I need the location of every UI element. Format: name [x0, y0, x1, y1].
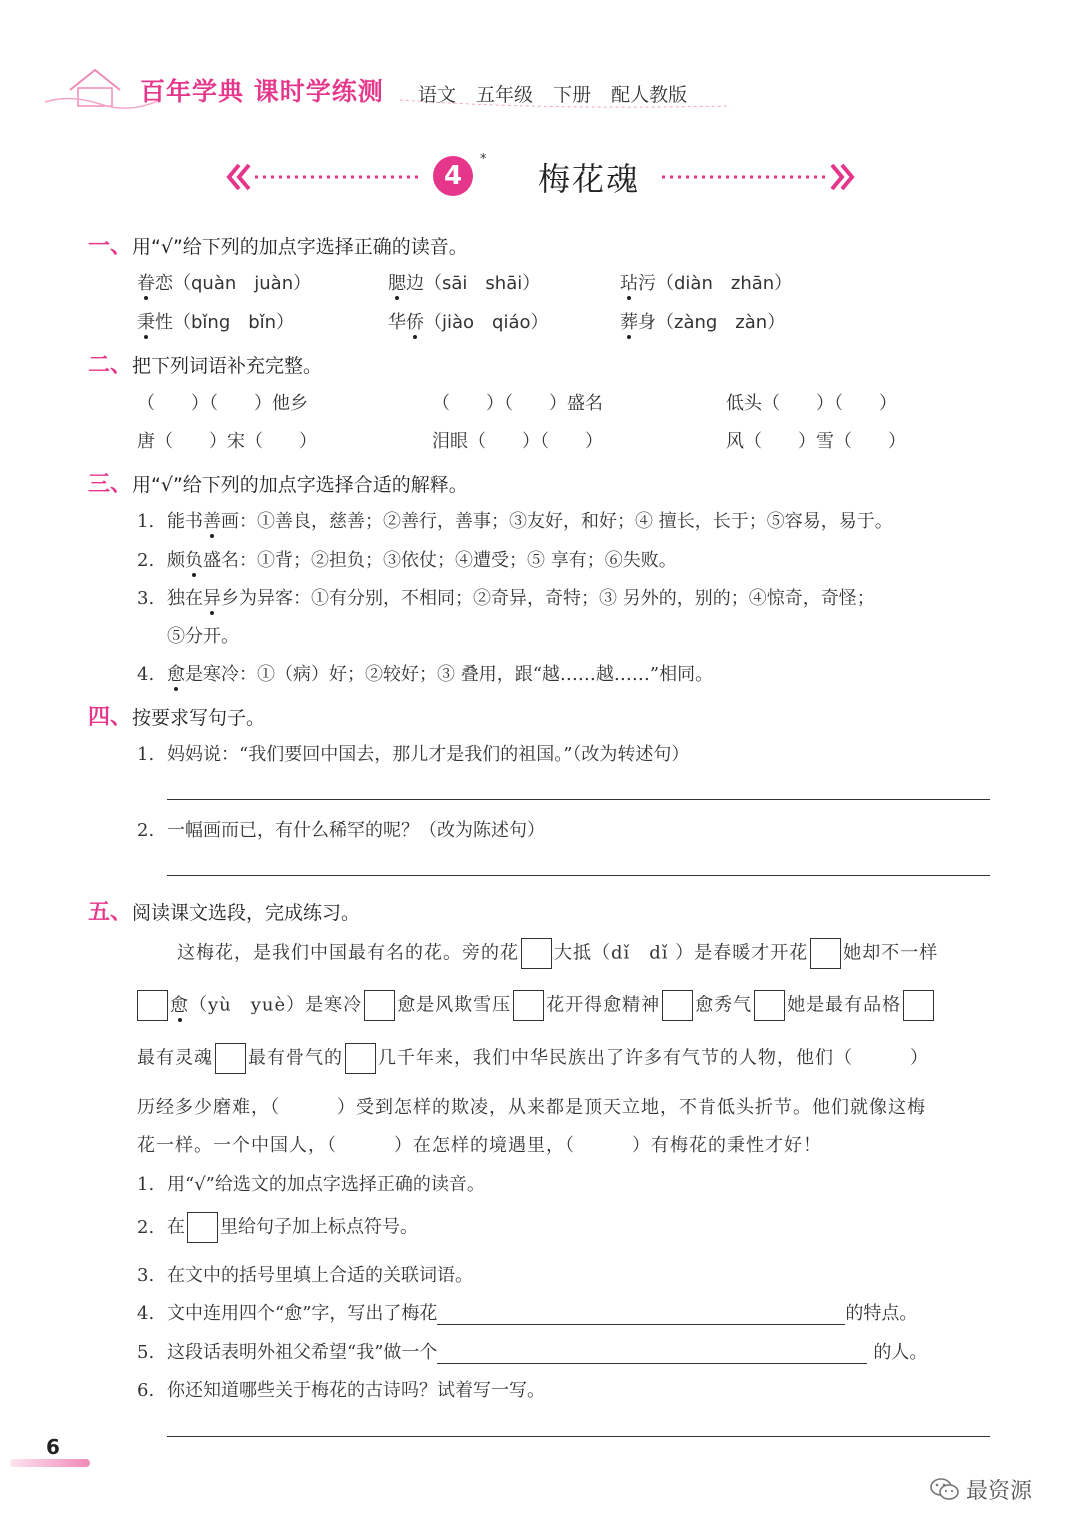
- section-2-title: 把下列词语补充完整。: [132, 355, 323, 377]
- section-3-heading: [88, 467, 468, 498]
- section-5-number: 五、: [88, 900, 133, 925]
- section-1-heading: [88, 229, 468, 260]
- s5-question-3: 3. 在文中的括号里填上合适的关联词语。: [137, 1265, 473, 1286]
- header-subject: 语文 五年级 下册 配人教版: [418, 84, 688, 106]
- answer-blank[interactable]: [437, 1304, 845, 1325]
- title-left-ornament: [225, 163, 425, 191]
- s5-question-6: 6. 你还知道哪些关于梅花的古诗吗？试着写一写。: [137, 1380, 545, 1401]
- example-box: [187, 1212, 218, 1243]
- section-1-number: 一、: [88, 234, 133, 259]
- punctuation-box[interactable]: [662, 990, 693, 1021]
- s5-question-4: 4. 文中连用四个“愈”字，写出了梅花 的特点。: [137, 1303, 918, 1324]
- answer-line[interactable]: [167, 875, 990, 876]
- lesson-star: *: [480, 152, 487, 167]
- s2-item: （ ）（ ）盛名: [432, 393, 603, 414]
- s2-item: 风（ ）雪（ ）: [726, 431, 906, 452]
- passage-line-4: 历经多少磨难，（ ）受到怎样的欺凌，从来都是顶天立地，不肯低头折节。他们就像这梅: [137, 1097, 926, 1118]
- passage-line-2: 愈（yù yuè）是寒冷 愈是风欺雪压 花开得愈精神 愈秀气 她是最有品格: [137, 990, 936, 1021]
- punctuation-box[interactable]: [137, 990, 168, 1021]
- s4-question-2: 2. 一幅画而已，有什么稀罕的呢？（改为陈述句）: [137, 820, 545, 841]
- s2-item: 低头（ ）（ ）: [726, 393, 897, 414]
- footer-bar: [10, 1459, 90, 1467]
- section-5-heading: [88, 895, 360, 926]
- punctuation-box[interactable]: [345, 1043, 376, 1074]
- section-3-title: 用“√”给下列的加点字选择合适的解释。: [132, 474, 468, 496]
- punctuation-box[interactable]: [810, 938, 841, 969]
- s5-question-1: 1. 用“√”给选文的加点字选择正确的读音。: [137, 1174, 485, 1195]
- answer-blank[interactable]: [437, 1343, 867, 1364]
- punctuation-box[interactable]: [521, 938, 552, 969]
- punctuation-box[interactable]: [513, 990, 544, 1021]
- section-5-title: 阅读课文选段，完成练习。: [132, 902, 361, 924]
- section-3-number: 三、: [88, 472, 133, 497]
- header-brand: 百年学典 课时学练测: [140, 77, 384, 106]
- answer-line[interactable]: [167, 799, 990, 800]
- punctuation-box[interactable]: [215, 1043, 246, 1074]
- s2-item: 泪眼（ ）（ ）: [432, 431, 603, 452]
- s2-item: （ ）（ ）他乡: [137, 393, 308, 414]
- section-2-number: 二、: [88, 353, 133, 378]
- section-4-title: 按要求写句子。: [132, 707, 266, 729]
- section-2-heading: [88, 348, 322, 379]
- s3-question-3: 3. 独在异乡为异客：①有分别，不相同；②奇异，奇特；③ 另外的，别的；④惊奇，奇怪；: [137, 588, 875, 609]
- wechat-icon: [930, 1476, 960, 1502]
- title-right-ornament: [660, 163, 860, 191]
- page-number: 6: [46, 1435, 60, 1459]
- answer-line[interactable]: [167, 1436, 990, 1437]
- s1-item: 葬身（zàng zàn）: [620, 312, 786, 333]
- s3-question-1: 1. 能书善画：①善良，慈善；②善行，善事；③友好，和好；④ 擅长，长于；⑤容易，易于。: [137, 511, 893, 532]
- s5-question-5: 5. 这段话表明外祖父希望“我”做一个 的人。: [137, 1342, 928, 1363]
- s1-item: 秉性（bǐng bǐn）: [137, 312, 295, 333]
- lesson-title: 梅花魂: [538, 160, 641, 198]
- s5-question-2: 2. 在 里给句子加上标点符号。: [137, 1212, 418, 1243]
- section-4-number: 四、: [88, 705, 133, 730]
- passage-line-3: 最有灵魂 最有骨气的 几千年来，我们中华民族出了许多有气节的人物，他们（ ）: [137, 1043, 929, 1074]
- watermark-text: 最资源: [966, 1479, 1033, 1504]
- s4-question-1: 1. 妈妈说：“我们要回中国去，那儿才是我们的祖国。”（改为转述句）: [137, 744, 690, 765]
- s3-question-3-cont: ⑤分开。: [167, 626, 239, 647]
- passage-line-5: 花一样。一个中国人，（ ）在怎样的境遇里，（ ）有梅花的秉性才好！: [137, 1135, 822, 1156]
- s3-question-4: 4. 愈是寒冷：①（病）好；②较好；③ 叠用，跟“越……越……”相同。: [137, 664, 714, 685]
- section-1-title: 用“√”给下列的加点字选择正确的读音。: [132, 236, 468, 258]
- s1-item: 眷恋（quàn juàn）: [137, 273, 312, 294]
- section-4-heading: [88, 700, 265, 731]
- passage-line-1: 这梅花，是我们中国最有名的花。旁的花 大抵（dǐ dǐ ）是春暖才开花 她却不一样: [177, 938, 938, 969]
- s1-item: 腮边（sāi shāi）: [388, 273, 541, 294]
- lesson-number: 4: [433, 156, 473, 196]
- punctuation-box[interactable]: [364, 990, 395, 1021]
- s2-item: 唐（ ）宋（ ）: [137, 431, 317, 452]
- punctuation-box[interactable]: [903, 990, 934, 1021]
- s1-item: 华侨（jiào qiáo）: [388, 312, 549, 333]
- s1-item: 玷污（diàn zhān）: [620, 273, 793, 294]
- punctuation-box[interactable]: [754, 990, 785, 1021]
- s3-question-2: 2. 颇负盛名：①背；②担负；③依仗；④遭受；⑤ 享有；⑥失败。: [137, 550, 677, 571]
